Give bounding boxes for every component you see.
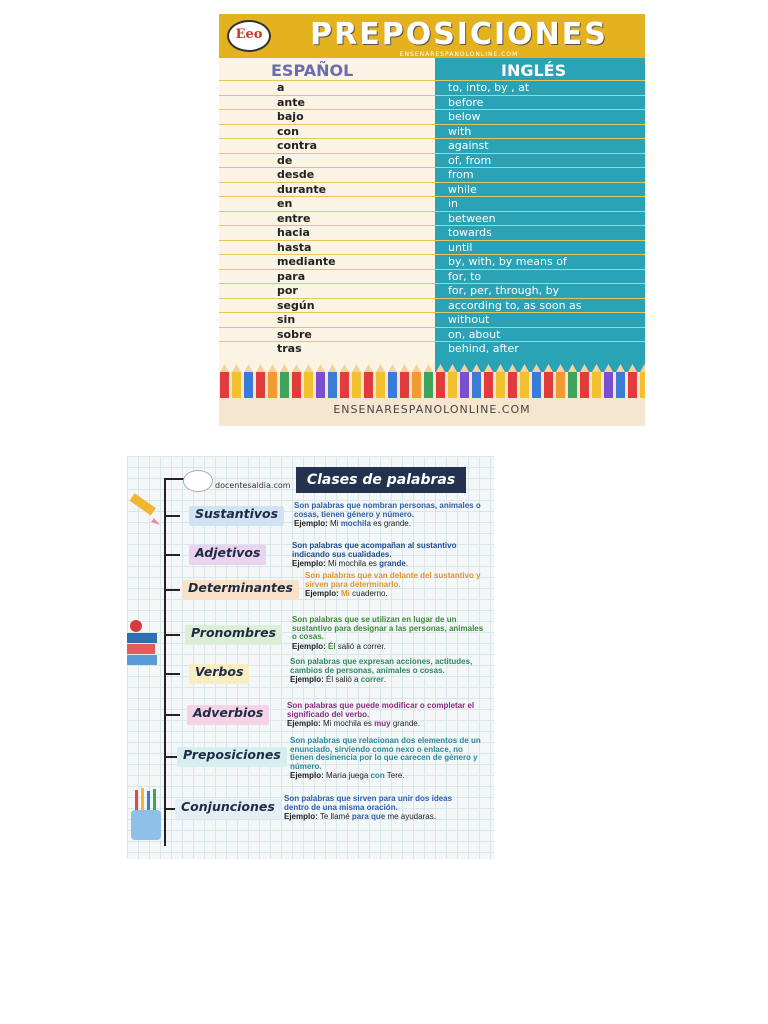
spanish-word: desde (277, 168, 315, 181)
word-class-definition (287, 702, 482, 728)
pencil-shape (448, 364, 457, 398)
definition-text: Son palabras que acompañan al sustantivo indicando sus cualidades. (292, 541, 457, 559)
example-sentence (292, 559, 487, 568)
english-translation: while (448, 182, 477, 196)
pencil-shape (436, 364, 445, 398)
pencil-shape (328, 364, 337, 398)
preposition-row (219, 182, 645, 197)
pencils-illustration (219, 364, 645, 398)
definition-text: Son palabras que van delante del sustantivo y sirven para determinarlo. (305, 571, 481, 589)
brand-text: docentesaldia.com (215, 481, 291, 490)
pencil-shape (352, 364, 361, 398)
tree-branch (166, 634, 180, 636)
example-label: Ejemplo: (305, 589, 339, 599)
english-translation: before (448, 95, 484, 109)
example-text-after: grande. (390, 719, 420, 729)
pencil-shape (340, 364, 349, 398)
spanish-word: para (277, 269, 306, 283)
word-classes-title: Clases de palabras (296, 467, 466, 493)
example-text-after: Tere. (384, 771, 405, 781)
tree-branch (166, 515, 180, 517)
word-class-label: Verbos (189, 664, 249, 684)
english-translation: for, to (448, 269, 482, 283)
pencil-shape (544, 364, 553, 398)
word-class-label: Preposiciones (177, 747, 287, 767)
example-sentence (284, 812, 479, 821)
example-sentence (290, 771, 485, 780)
definition-text: Son palabras que sirven para unir dos ideas dentro de una misma oración. (284, 794, 453, 812)
site-logo (227, 20, 271, 52)
prepositions-card (219, 14, 645, 426)
spanish-word: de (277, 153, 293, 167)
preposition-row (219, 225, 645, 240)
preposition-row (219, 95, 645, 110)
tree-branch (166, 589, 180, 591)
example-highlight: con (370, 771, 385, 781)
preposition-row (219, 80, 645, 95)
preposition-row (219, 153, 645, 168)
preposition-row (219, 211, 645, 226)
preposition-row (219, 240, 645, 255)
pencil-shape (592, 364, 601, 398)
word-class-label: Determinantes (182, 580, 299, 600)
example-highlight: muy (374, 719, 391, 729)
preposition-row (219, 138, 645, 153)
pencil-shape (376, 364, 385, 398)
preposition-row (219, 167, 645, 182)
tree-trunk (164, 478, 166, 846)
preposition-row (219, 109, 645, 124)
word-class-label: Conjunciones (175, 799, 281, 819)
spanish-word: sin (277, 313, 296, 326)
pencil-shape (568, 364, 577, 398)
example-highlight: grande (379, 559, 406, 569)
spanish-word: mediante (277, 255, 336, 268)
english-translation: of, from (448, 153, 492, 167)
pencil-shape (412, 364, 421, 398)
definition-text: Son palabras que relacionan dos elementos de un enunciado, sirviendo como nexo o enlace, no tienen desinencia por lo que carecen de género y número. (290, 736, 481, 771)
pencil-shape (460, 364, 469, 398)
english-translation: below (448, 110, 481, 123)
spanish-word: ante (277, 95, 305, 109)
preposition-row (219, 254, 645, 269)
pencil-shape (580, 364, 589, 398)
english-translation: behind, after (448, 342, 519, 355)
pencil-shape (484, 364, 493, 398)
example-text-after: . (405, 559, 409, 569)
example-label: Ejemplo: (294, 519, 328, 529)
spanish-word: en (277, 197, 293, 210)
word-class-definition (284, 795, 479, 821)
pencil-shape (316, 364, 325, 398)
pencil-shape (388, 364, 397, 398)
spanish-word: por (277, 284, 298, 297)
pencil-shape (616, 364, 625, 398)
definition-text: Son palabras que expresan acciones, actitudes, cambios de personas, animales o cosas. (290, 657, 473, 675)
example-highlight: correr (360, 675, 384, 685)
spanish-word: durante (277, 182, 327, 196)
example-label: Ejemplo: (292, 641, 326, 651)
pencil-shape (268, 364, 277, 398)
example-sentence (294, 519, 489, 528)
english-translation: without (448, 313, 490, 326)
english-translation: to, into, by , at (448, 81, 530, 94)
word-class-definition (292, 616, 487, 651)
prepositions-title: PREPOSICIONES (310, 17, 608, 52)
spanish-word: según (277, 298, 315, 312)
pencil-shape (520, 364, 529, 398)
pencil-shape (496, 364, 505, 398)
example-label: Ejemplo: (287, 719, 321, 729)
preposition-row (219, 298, 645, 313)
pencil-shape (400, 364, 409, 398)
tree-top-branch (164, 478, 184, 480)
preposition-row (219, 196, 645, 211)
pencil-shape (292, 364, 301, 398)
preposition-row (219, 124, 645, 139)
word-class-label: Sustantivos (189, 506, 284, 526)
pencil-shape (604, 364, 613, 398)
spanish-word: entre (277, 211, 311, 225)
word-classes-card (127, 456, 494, 859)
english-translation: by, with, by means of (448, 255, 567, 268)
pencil-shape (232, 364, 241, 398)
pencil-shape (424, 364, 433, 398)
tree-branch (166, 673, 180, 675)
english-translation: between (448, 211, 496, 225)
definition-text: Son palabras que nombran personas, animales o cosas, tienen género y número. (294, 501, 481, 519)
english-translation: for, per, through, by (448, 284, 560, 297)
pencil-shape (220, 364, 229, 398)
example-sentence (292, 642, 487, 651)
tree-branch (166, 714, 180, 716)
example-text-before: Mi mochila es (323, 719, 375, 729)
pencil-icon (127, 492, 163, 526)
english-translation: with (448, 124, 472, 138)
english-translation: towards (448, 226, 492, 239)
preposition-row (219, 312, 645, 327)
example-text-after: cuaderno. (349, 589, 388, 599)
word-class-definition (305, 572, 494, 598)
spanish-word: hasta (277, 240, 312, 254)
pencil-shape (364, 364, 373, 398)
english-translation: until (448, 240, 473, 254)
example-highlight: Mi (341, 589, 350, 599)
spanish-word: bajo (277, 110, 304, 123)
pencil-shape (640, 364, 645, 398)
site-url-bottom: ENSENARESPANOLONLINE.COM (333, 403, 531, 416)
english-translation: on, about (448, 327, 501, 341)
example-text-before: María juega (326, 771, 371, 781)
example-label: Ejemplo: (290, 675, 324, 685)
example-label: Ejemplo: (290, 771, 324, 781)
tree-branch (166, 554, 180, 556)
pencil-shape (556, 364, 565, 398)
spanish-word: con (277, 124, 299, 138)
spanish-column-header: ESPAÑOL (271, 61, 354, 80)
example-highlight: mochila (340, 519, 371, 529)
books-icon (127, 616, 159, 678)
pencil-shape (244, 364, 253, 398)
example-text-after: es grande. (370, 519, 411, 529)
example-highlight: para que (351, 812, 386, 822)
example-text-before: Mi (330, 519, 341, 529)
example-label: Ejemplo: (284, 812, 318, 822)
preposition-row (219, 327, 645, 342)
pencil-shape (304, 364, 313, 398)
site-url-top: ENSENARESPANOLONLINE.COM (399, 51, 519, 58)
prepositions-table (219, 80, 645, 356)
preposition-row (219, 341, 645, 356)
example-text-after: salió a correr. (335, 641, 386, 651)
example-text-before: Te llamé (319, 812, 352, 822)
word-class-definition (292, 542, 487, 568)
word-class-label: Adjetivos (189, 545, 266, 565)
example-text-before: Él salió a (326, 675, 361, 685)
word-class-definition (294, 502, 489, 528)
pencil-shape (532, 364, 541, 398)
english-column-header: INGLÉS (501, 61, 567, 80)
example-text-after: . (383, 675, 387, 685)
pencil-shape (628, 364, 637, 398)
word-class-label: Pronombres (185, 625, 282, 645)
english-translation: in (448, 197, 459, 210)
word-class-definition (290, 737, 485, 780)
spanish-word: tras (277, 342, 302, 355)
preposition-row (219, 269, 645, 284)
pencil-shape (508, 364, 517, 398)
pencil-cup-icon (129, 784, 163, 844)
word-class-definition (290, 658, 485, 684)
example-text-before: Mi mochila es (328, 559, 380, 569)
definition-text: Son palabras que se utilizan en lugar de un sustantivo para designar a las personas, animales o cosas. (292, 615, 484, 642)
english-translation: against (448, 139, 489, 152)
brand-logo (183, 470, 213, 492)
pencil-shape (280, 364, 289, 398)
pencil-shape (472, 364, 481, 398)
example-text-after: me ayudaras. (385, 812, 436, 822)
example-label: Ejemplo: (292, 559, 326, 569)
logo-text: Eeo (235, 27, 263, 42)
preposition-row (219, 283, 645, 298)
word-class-label: Adverbios (187, 705, 269, 725)
english-translation: according to, as soon as (448, 298, 582, 312)
example-highlight: Él (328, 641, 336, 651)
english-translation: from (448, 168, 474, 181)
example-sentence (290, 675, 485, 684)
definition-text: Son palabras que puede modificar o completar el significado del verbo. (287, 701, 475, 719)
example-sentence (305, 589, 494, 598)
example-sentence (287, 719, 482, 728)
pencil-shape (256, 364, 265, 398)
spanish-word: a (277, 81, 285, 94)
spanish-word: contra (277, 139, 318, 152)
spanish-word: hacia (277, 226, 310, 239)
spanish-word: sobre (277, 327, 312, 341)
